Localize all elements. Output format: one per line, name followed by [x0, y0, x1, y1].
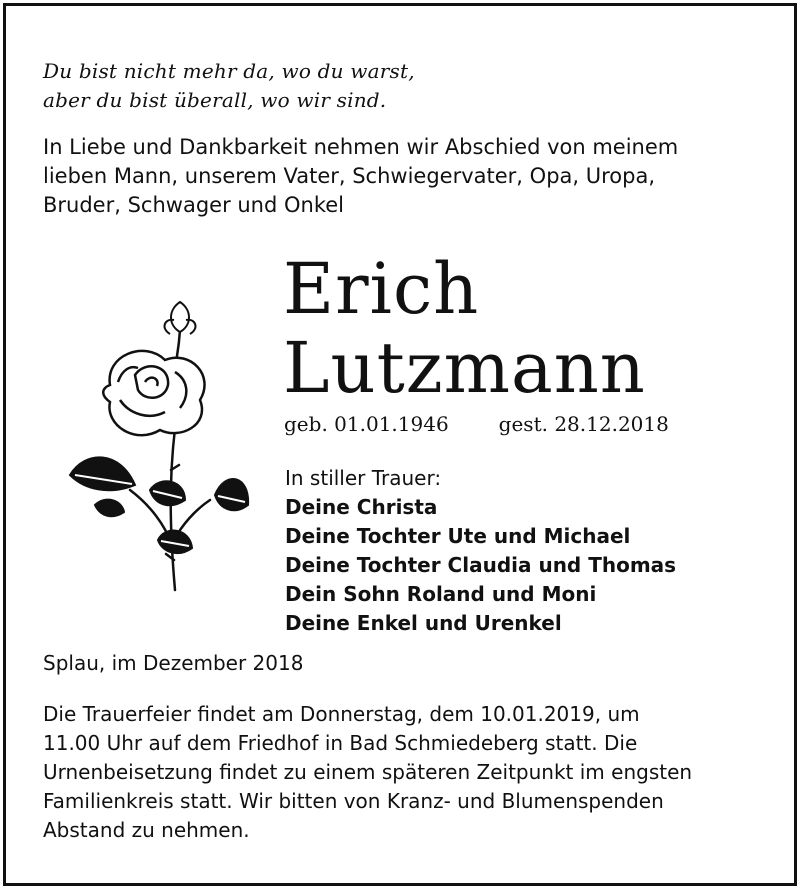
intro-line: In Liebe und Dankbarkeit nehmen wir Abschied von meinem: [43, 135, 679, 159]
service-line: Urnenbeisetzung findet zu einem späteren Zeitpunkt im engsten: [43, 760, 693, 784]
mourner-item: Deine Tochter Ute und Michael: [285, 524, 631, 548]
service-line: Familienkreis statt. Wir bitten von Kranz- und Blumenspenden: [43, 789, 664, 813]
first-name: Erich: [283, 248, 480, 330]
mourners-heading: In stiller Trauer:: [285, 466, 442, 490]
birth-date: geb. 01.01.1946: [284, 412, 449, 436]
life-dates: [284, 410, 669, 438]
mourner-item: Deine Christa: [285, 495, 438, 519]
intro-text: [43, 133, 763, 220]
intro-line: lieben Mann, unserem Vater, Schwiegervater, Opa, Uropa,: [43, 164, 656, 188]
poem-line: Du bist nicht mehr da, wo du warst,: [43, 59, 415, 83]
poem: [43, 57, 743, 115]
mourners-list: [285, 464, 676, 638]
mourner-item: Deine Tochter Claudia und Thomas: [285, 553, 677, 577]
mourner-item: Dein Sohn Roland und Moni: [285, 582, 597, 606]
place-date: Splau, im Dezember 2018: [43, 651, 304, 675]
service-info: [43, 700, 763, 845]
service-line: Abstand zu nehmen.: [43, 818, 250, 842]
intro-line: Bruder, Schwager und Onkel: [43, 193, 345, 217]
service-line: 11.00 Uhr auf dem Friedhof in Bad Schmiedeberg statt. Die: [43, 731, 638, 755]
rose-icon: [50, 290, 250, 595]
poem-line: aber du bist überall, wo wir sind.: [43, 88, 387, 112]
deceased-name: [283, 250, 646, 408]
service-line: Die Trauerfeier findet am Donnerstag, dem 10.01.2019, um: [43, 702, 640, 726]
death-date: gest. 28.12.2018: [498, 412, 669, 436]
mourner-item: Deine Enkel und Urenkel: [285, 611, 562, 635]
last-name: Lutzmann: [283, 327, 646, 409]
